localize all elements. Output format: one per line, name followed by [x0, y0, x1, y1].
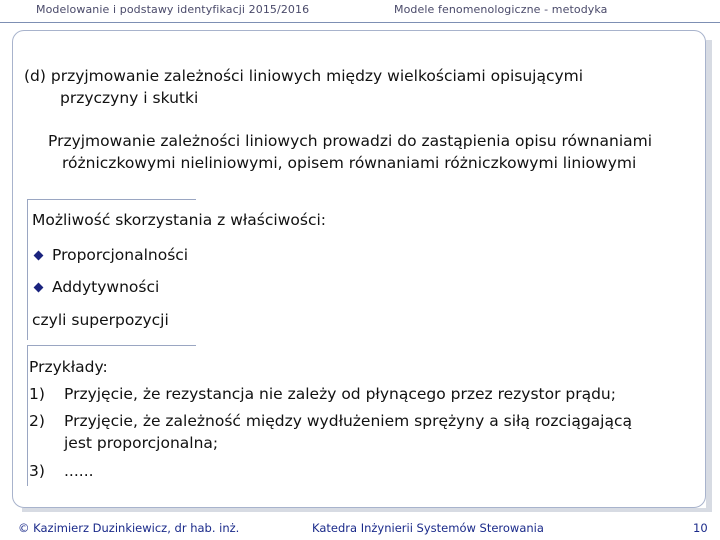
property-item: Proporcjonalności	[52, 246, 189, 264]
footer-department: Katedra Inżynierii Systemów Sterowania	[312, 521, 544, 535]
example-number: 1)	[29, 385, 45, 403]
slide-footer	[0, 518, 720, 540]
property-item: Addytywności	[52, 278, 160, 296]
frame-shadow-bottom	[22, 508, 712, 512]
example-text-continued: jest proporcjonalna;	[64, 434, 219, 452]
intro-line-1: Przyjmowanie zależności liniowych prowadzi do zastąpienia opisu równaniami	[48, 132, 653, 150]
examples-heading: Przykłady:	[29, 358, 108, 376]
title-line-1: (d) przyjmowanie zależności liniowych między wielkościami opisującymi	[24, 67, 584, 85]
intro-line-2: różniczkowymi nieliniowymi, opisem równaniami różniczkowymi liniowymi	[62, 154, 637, 172]
example-text: Przyjęcie, że zależność między wydłużeniem sprężyny a siłą rozciągającą	[64, 412, 632, 430]
example-number: 3)	[29, 462, 45, 480]
example-text: Przyjęcie, że rezystancja nie zależy od płynącego przez rezystor prądu;	[64, 385, 616, 403]
course-title: Modelowanie i podstawy identyfikacji 2015/2016	[36, 3, 310, 16]
possibility-heading: Możliwość skorzystania z właściwości:	[32, 211, 326, 229]
footer-author: © Kazimierz Duzinkiewicz, dr hab. inż.	[18, 521, 240, 535]
frame-shadow-right	[706, 40, 712, 512]
page-number: 10	[693, 521, 708, 535]
slide-title	[24, 65, 694, 109]
slide-header	[0, 0, 720, 23]
section-title: Modele fenomenologiczne - metodyka	[394, 3, 608, 16]
superposition-text: czyli superpozycji	[32, 311, 169, 329]
intro-paragraph	[48, 130, 708, 174]
example-number: 2)	[29, 412, 45, 430]
example-text: ......	[64, 462, 94, 480]
title-line-2: przyczyny i skutki	[60, 89, 199, 107]
